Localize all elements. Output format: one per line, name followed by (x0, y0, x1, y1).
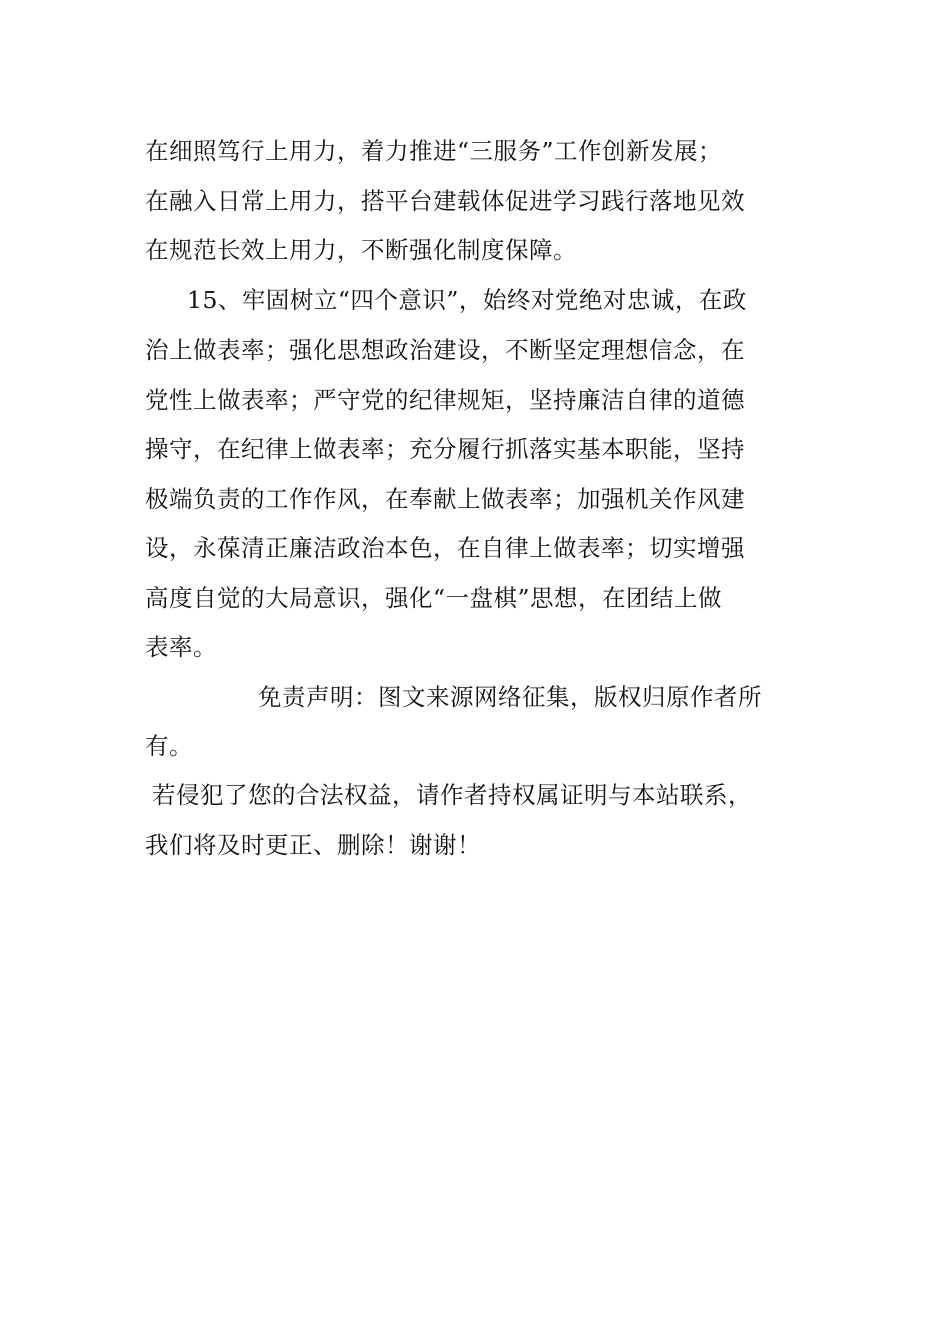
text-line: 在融入日常上用力，搭平台建载体促进学习践行落地见效 (145, 187, 745, 215)
disclaimer-line: 我们将及时更正、删除！谢谢！ (145, 831, 481, 859)
text-line: 在细照笃行上用力，着力推进“三服务”工作创新发展； (145, 137, 723, 165)
text-line: 党性上做表率；严守党的纪律规矩，坚持廉洁自律的道德 (145, 386, 745, 414)
text-line: 设，永葆清正廉洁政治本色，在自律上做表率；切实增强 (145, 534, 745, 562)
text-line: 表率。 (145, 633, 217, 661)
disclaimer-line: 若侵犯了您的合法权益，请作者持权属证明与本站联系， (152, 781, 752, 809)
disclaimer-line: 免责声明：图文来源网络征集，版权归原作者所 (258, 683, 762, 711)
text-line: 高度自觉的大局意识，强化“一盘棋”思想，在团结上做 (145, 584, 723, 612)
disclaimer-line: 有。 (145, 732, 193, 760)
text-line: 15、牢固树立“四个意识”，始终对党绝对忠诚，在政 (187, 286, 747, 314)
text-line: 治上做表率；强化思想政治建设，不断坚定理想信念，在 (145, 336, 745, 364)
text-line: 极端负责的工作作风，在奉献上做表率；加强机关作风建 (145, 485, 745, 513)
text-line: 操守，在纪律上做表率；充分履行抓落实基本职能，坚持 (145, 435, 745, 463)
text-line: 在规范长效上用力，不断强化制度保障。 (145, 236, 577, 264)
